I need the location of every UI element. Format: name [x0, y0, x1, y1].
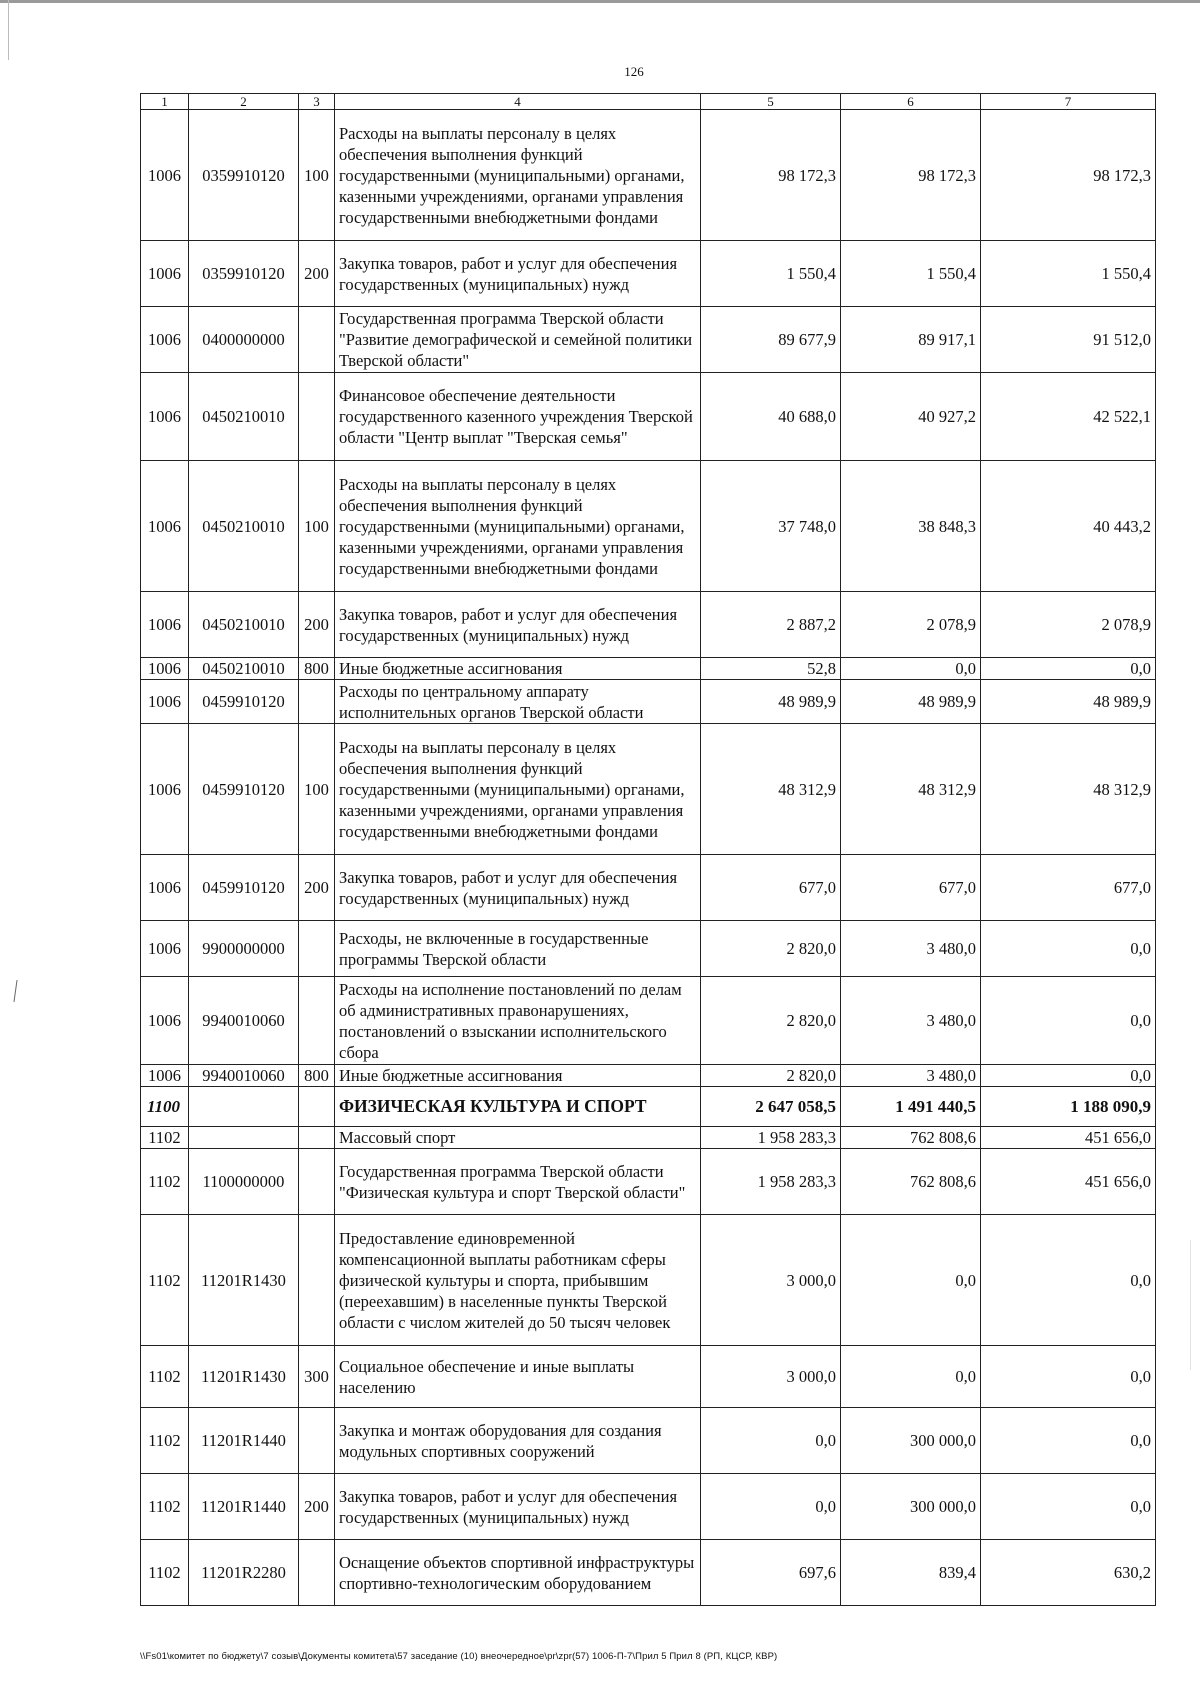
table-row	[141, 1065, 1156, 1087]
section-code: 1006	[141, 373, 189, 461]
row-description: Расходы, не включенные в государственные программы Тверской области	[335, 921, 701, 977]
table-row	[141, 855, 1156, 921]
row-description: Закупка товаров, работ и услуг для обеспечения государственных (муниципальных) нужд	[335, 241, 701, 307]
expense-type-code: 200	[299, 1474, 335, 1540]
amount-col-7: 0,0	[981, 658, 1156, 680]
section-code: 1006	[141, 592, 189, 658]
amount-col-7: 0,0	[981, 1474, 1156, 1540]
section-code: 1102	[141, 1127, 189, 1149]
amount-col-5: 2 887,2	[701, 592, 841, 658]
amount-col-5: 1 550,4	[701, 241, 841, 307]
section-code: 1102	[141, 1215, 189, 1346]
row-description: Расходы на исполнение постановлений по делам об административных правонарушениях, постановлений о взыскании исполнительского сбора	[335, 977, 701, 1065]
amount-col-6: 48 989,9	[841, 680, 981, 724]
scan-edge-left	[8, 0, 9, 60]
amount-col-7: 0,0	[981, 1215, 1156, 1346]
page-number: 126	[624, 64, 644, 79]
row-description: Оснащение объектов спортивной инфраструктуры спортивно-технологическим оборудованием	[335, 1540, 701, 1606]
target-article-code: 9940010060	[189, 1065, 299, 1087]
amount-col-7: 451 656,0	[981, 1127, 1156, 1149]
target-article-code: 11201R1430	[189, 1215, 299, 1346]
table-row	[141, 1474, 1156, 1540]
amount-col-5: 697,6	[701, 1540, 841, 1606]
table-row	[141, 680, 1156, 724]
amount-col-6: 762 808,6	[841, 1149, 981, 1215]
row-description: Массовый спорт	[335, 1127, 701, 1149]
amount-col-6: 0,0	[841, 1215, 981, 1346]
row-description: Государственная программа Тверской области "Развитие демографической и семейной политики Тверской области"	[335, 307, 701, 373]
amount-col-6: 3 480,0	[841, 1065, 981, 1087]
expense-type-code: 200	[299, 855, 335, 921]
section-code: 1102	[141, 1474, 189, 1540]
amount-col-5: 2 820,0	[701, 1065, 841, 1087]
target-article-code: 0459910120	[189, 680, 299, 724]
target-article-code: 11201R1440	[189, 1408, 299, 1474]
target-article-code: 0450210010	[189, 658, 299, 680]
table-row	[141, 921, 1156, 977]
row-description: Государственная программа Тверской области "Физическая культура и спорт Тверской области"	[335, 1149, 701, 1215]
row-description: Финансовое обеспечение деятельности государственного казенного учреждения Тверской области "Центр выплат "Тверская семья"	[335, 373, 701, 461]
section-code: 1006	[141, 680, 189, 724]
expense-type-code	[299, 680, 335, 724]
section-code: 1100	[141, 1087, 189, 1127]
table-row	[141, 1127, 1156, 1149]
amount-col-7: 40 443,2	[981, 461, 1156, 592]
table-row	[141, 1408, 1156, 1474]
amount-col-6: 1 491 440,5	[841, 1087, 981, 1127]
amount-col-6: 89 917,1	[841, 307, 981, 373]
amount-col-5: 48 989,9	[701, 680, 841, 724]
row-description: Иные бюджетные ассигнования	[335, 1065, 701, 1087]
amount-col-5: 89 677,9	[701, 307, 841, 373]
row-description: Социальное обеспечение и иные выплаты населению	[335, 1346, 701, 1408]
section-code: 1102	[141, 1149, 189, 1215]
target-article-code: 0459910120	[189, 855, 299, 921]
amount-col-5: 0,0	[701, 1408, 841, 1474]
target-article-code: 0400000000	[189, 307, 299, 373]
section-title: ФИЗИЧЕСКАЯ КУЛЬТУРА И СПОРТ	[335, 1087, 701, 1127]
header-col-2: 2	[189, 94, 299, 110]
expense-type-code	[299, 1127, 335, 1149]
section-code: 1102	[141, 1346, 189, 1408]
amount-col-5: 2 647 058,5	[701, 1087, 841, 1127]
amount-col-7: 48 989,9	[981, 680, 1156, 724]
expense-type-code: 200	[299, 592, 335, 658]
section-code: 1006	[141, 241, 189, 307]
row-description: Предоставление единовременной компенсационной выплаты работникам сферы физической культуры и спорта, прибывшим (переехавшим) в населенные пункты Тверской области с числом жителей до 50 тысяч человек	[335, 1215, 701, 1346]
table-row	[141, 977, 1156, 1065]
amount-col-6: 762 808,6	[841, 1127, 981, 1149]
table-row	[141, 1149, 1156, 1215]
footer-file-path: \\Fs01\комитет по бюджету\7 созыв\Документы комитета\57 заседание (10) внеочередное\pr\zpr(57) 1006-П-7\Прил 5 Прил 8 (РП, КЦСР, КВР)	[140, 1651, 778, 1662]
amount-col-6: 1 550,4	[841, 241, 981, 307]
target-article-code: 11201R1440	[189, 1474, 299, 1540]
amount-col-5: 2 820,0	[701, 921, 841, 977]
amount-col-7: 48 312,9	[981, 724, 1156, 855]
table-row	[141, 110, 1156, 241]
amount-col-7: 0,0	[981, 977, 1156, 1065]
target-article-code: 0450210010	[189, 592, 299, 658]
row-description: Закупка товаров, работ и услуг для обеспечения государственных (муниципальных) нужд	[335, 1474, 701, 1540]
header-col-4: 4	[335, 94, 701, 110]
scan-edge	[0, 0, 1200, 3]
row-description: Закупка и монтаж оборудования для создания модульных спортивных сооружений	[335, 1408, 701, 1474]
expense-type-code	[299, 1408, 335, 1474]
amount-col-5: 0,0	[701, 1474, 841, 1540]
table-row	[141, 1540, 1156, 1606]
header-col-1: 1	[141, 94, 189, 110]
target-article-code: 9900000000	[189, 921, 299, 977]
expense-type-code	[299, 1215, 335, 1346]
amount-col-7: 0,0	[981, 1408, 1156, 1474]
amount-col-6: 839,4	[841, 1540, 981, 1606]
amount-col-6: 40 927,2	[841, 373, 981, 461]
section-code: 1006	[141, 461, 189, 592]
target-article-code: 0459910120	[189, 724, 299, 855]
scan-artifact-margin	[1190, 1240, 1191, 1370]
row-description: Иные бюджетные ассигнования	[335, 658, 701, 680]
row-description: Расходы по центральному аппарату исполнительных органов Тверской области	[335, 680, 701, 724]
amount-col-7: 98 172,3	[981, 110, 1156, 241]
amount-col-6: 300 000,0	[841, 1408, 981, 1474]
amount-col-5: 98 172,3	[701, 110, 841, 241]
section-code: 1006	[141, 307, 189, 373]
table-row	[141, 658, 1156, 680]
expense-type-code	[299, 373, 335, 461]
section-code: 1006	[141, 1065, 189, 1087]
target-article-code: 11201R1430	[189, 1346, 299, 1408]
amount-col-5: 677,0	[701, 855, 841, 921]
expense-type-code	[299, 977, 335, 1065]
target-article-code	[189, 1127, 299, 1149]
expense-type-code	[299, 1087, 335, 1127]
header-col-3: 3	[299, 94, 335, 110]
target-article-code: 1100000000	[189, 1149, 299, 1215]
header-col-7: 7	[981, 94, 1156, 110]
expense-type-code: 100	[299, 461, 335, 592]
row-description: Расходы на выплаты персоналу в целях обеспечения выполнения функций государственными (муниципальными) органами, казенными учреждениями, органами управления государственными внебюджетными фондами	[335, 724, 701, 855]
budget-table	[140, 93, 1156, 1606]
expense-type-code: 200	[299, 241, 335, 307]
amount-col-6: 3 480,0	[841, 921, 981, 977]
amount-col-6: 38 848,3	[841, 461, 981, 592]
amount-col-7: 451 656,0	[981, 1149, 1156, 1215]
target-article-code: 0359910120	[189, 110, 299, 241]
row-description: Закупка товаров, работ и услуг для обеспечения государственных (муниципальных) нужд	[335, 592, 701, 658]
section-code: 1006	[141, 977, 189, 1065]
section-code: 1006	[141, 855, 189, 921]
section-code: 1006	[141, 921, 189, 977]
expense-type-code: 800	[299, 658, 335, 680]
row-description: Закупка товаров, работ и услуг для обеспечения государственных (муниципальных) нужд	[335, 855, 701, 921]
amount-col-5: 40 688,0	[701, 373, 841, 461]
table-row	[141, 724, 1156, 855]
target-article-code: 11201R2280	[189, 1540, 299, 1606]
table-row	[141, 241, 1156, 307]
table-row	[141, 592, 1156, 658]
target-article-code: 0450210010	[189, 373, 299, 461]
section-code: 1006	[141, 724, 189, 855]
expense-type-code	[299, 1149, 335, 1215]
row-description: Расходы на выплаты персоналу в целях обеспечения выполнения функций государственными (муниципальными) органами, казенными учреждениями, органами управления государственными внебюджетными фондами	[335, 461, 701, 592]
amount-col-6: 98 172,3	[841, 110, 981, 241]
table-row	[141, 307, 1156, 373]
amount-col-7: 0,0	[981, 921, 1156, 977]
scan-artifact	[13, 980, 17, 1002]
amount-col-6: 300 000,0	[841, 1474, 981, 1540]
header-col-6: 6	[841, 94, 981, 110]
section-total-row	[141, 1087, 1156, 1127]
table-row	[141, 1215, 1156, 1346]
target-article-code	[189, 1087, 299, 1127]
expense-type-code: 300	[299, 1346, 335, 1408]
table-row	[141, 1346, 1156, 1408]
amount-col-5: 52,8	[701, 658, 841, 680]
expense-type-code: 800	[299, 1065, 335, 1087]
section-code: 1102	[141, 1408, 189, 1474]
amount-col-7: 1 550,4	[981, 241, 1156, 307]
section-code: 1102	[141, 1540, 189, 1606]
section-code: 1006	[141, 658, 189, 680]
amount-col-5: 1 958 283,3	[701, 1127, 841, 1149]
expense-type-code	[299, 1540, 335, 1606]
amount-col-7: 42 522,1	[981, 373, 1156, 461]
target-article-code: 0359910120	[189, 241, 299, 307]
table-row	[141, 373, 1156, 461]
amount-col-5: 48 312,9	[701, 724, 841, 855]
amount-col-7: 91 512,0	[981, 307, 1156, 373]
expense-type-code: 100	[299, 110, 335, 241]
amount-col-5: 1 958 283,3	[701, 1149, 841, 1215]
amount-col-5: 3 000,0	[701, 1346, 841, 1408]
table-row	[141, 461, 1156, 592]
amount-col-7: 630,2	[981, 1540, 1156, 1606]
expense-type-code	[299, 921, 335, 977]
amount-col-7: 0,0	[981, 1065, 1156, 1087]
amount-col-6: 0,0	[841, 658, 981, 680]
amount-col-6: 2 078,9	[841, 592, 981, 658]
amount-col-7: 0,0	[981, 1346, 1156, 1408]
target-article-code: 0450210010	[189, 461, 299, 592]
amount-col-5: 37 748,0	[701, 461, 841, 592]
row-description: Расходы на выплаты персоналу в целях обеспечения выполнения функций государственными (муниципальными) органами, казенными учреждениями, органами управления государственными внебюджетными фондами	[335, 110, 701, 241]
amount-col-5: 2 820,0	[701, 977, 841, 1065]
amount-col-7: 1 188 090,9	[981, 1087, 1156, 1127]
header-row	[141, 94, 1156, 110]
target-article-code: 9940010060	[189, 977, 299, 1065]
amount-col-7: 677,0	[981, 855, 1156, 921]
amount-col-7: 2 078,9	[981, 592, 1156, 658]
amount-col-6: 48 312,9	[841, 724, 981, 855]
header-col-5: 5	[701, 94, 841, 110]
amount-col-5: 3 000,0	[701, 1215, 841, 1346]
section-code: 1006	[141, 110, 189, 241]
amount-col-6: 0,0	[841, 1346, 981, 1408]
amount-col-6: 677,0	[841, 855, 981, 921]
expense-type-code: 100	[299, 724, 335, 855]
expense-type-code	[299, 307, 335, 373]
amount-col-6: 3 480,0	[841, 977, 981, 1065]
